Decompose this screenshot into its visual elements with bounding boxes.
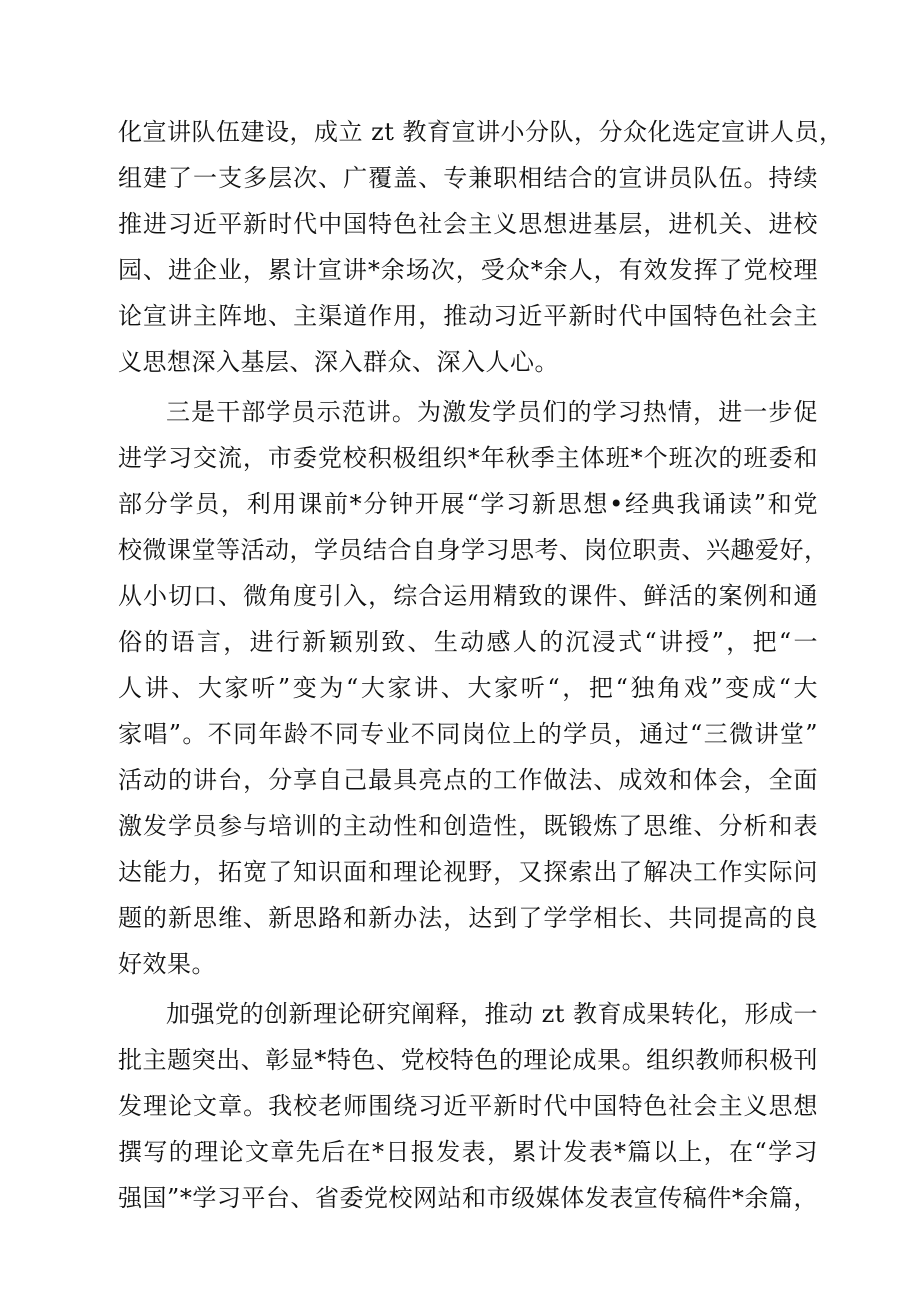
text-line: 化宣讲队伍建设，成立 zt 教育宣讲小分队，分众化选定宣讲人员， xyxy=(118,118,844,146)
text-line: 组建了一支多层次、广覆盖、专兼职相结合的宣讲员队伍。持续 xyxy=(118,164,818,192)
text-line: 发理论文章。我校老师围绕习近平新时代中国特色社会主义思想 xyxy=(118,1092,818,1120)
text-line: 义思想深入基层、深入群众、深入人心。 xyxy=(118,348,559,376)
text-line: 家唱”。不同年龄不同专业不同岗位上的学员，通过“三微讲堂” xyxy=(118,720,818,748)
text-line: 达能力，拓宽了知识面和理论视野，又探索出了解决工作实际问 xyxy=(118,858,818,886)
text-line: 部分学员，利用课前*分钟开展“学习新思想•经典我诵读”和党 xyxy=(118,490,818,518)
text-line: 好效果。 xyxy=(118,950,216,978)
text-line: 批主题突出、彰显*特色、党校特色的理论成果。组织教师积极刊 xyxy=(118,1046,818,1074)
document-body xyxy=(118,109,844,1221)
text-line: 校微课堂等活动，学员结合自身学习思考、岗位职责、兴趣爱好， xyxy=(118,536,829,564)
text-line: 俗的语言，进行新颖别致、生动感人的沉浸式“讲授”，把“一 xyxy=(118,628,818,656)
text-line: 撰写的理论文章先后在*日报发表，累计发表*篇以上，在“学习 xyxy=(118,1138,818,1166)
text-line: 激发学员参与培训的主动性和创造性，既锻炼了思维、分析和表 xyxy=(118,812,818,840)
paragraph-start-line: 三是干部学员示范讲。为激发学员们的学习热情，进一步促 xyxy=(166,398,818,426)
text-line: 活动的讲台，分享自己最具亮点的工作做法、成效和体会，全面 xyxy=(118,766,818,794)
paragraph-start-line: 加强党的创新理论研究阐释，推动 zt 教育成果转化，形成一 xyxy=(166,1000,819,1028)
text-line: 论宣讲主阵地、主渠道作用，推动习近平新时代中国特色社会主 xyxy=(118,302,818,330)
text-line: 园、进企业，累计宣讲*余场次，受众*余人，有效发挥了党校理 xyxy=(118,256,818,284)
text-line: 题的新思维、新思路和新办法，达到了学学相长、共同提高的良 xyxy=(118,904,818,932)
text-line: 强国”*学习平台、省委党校网站和市级媒体发表宣传稿件*余篇， xyxy=(118,1184,818,1212)
text-line: 进学习交流，市委党校积极组织*年秋季主体班*个班次的班委和 xyxy=(118,444,818,472)
text-line: 从小切口、微角度引入，综合运用精致的课件、鲜活的案例和通 xyxy=(118,582,818,610)
text-line: 推进习近平新时代中国特色社会主义思想进基层，进机关、进校 xyxy=(118,210,818,238)
text-line: 人讲、大家听”变为“大家讲、大家听“，把“独角戏”变成“大 xyxy=(118,674,818,702)
